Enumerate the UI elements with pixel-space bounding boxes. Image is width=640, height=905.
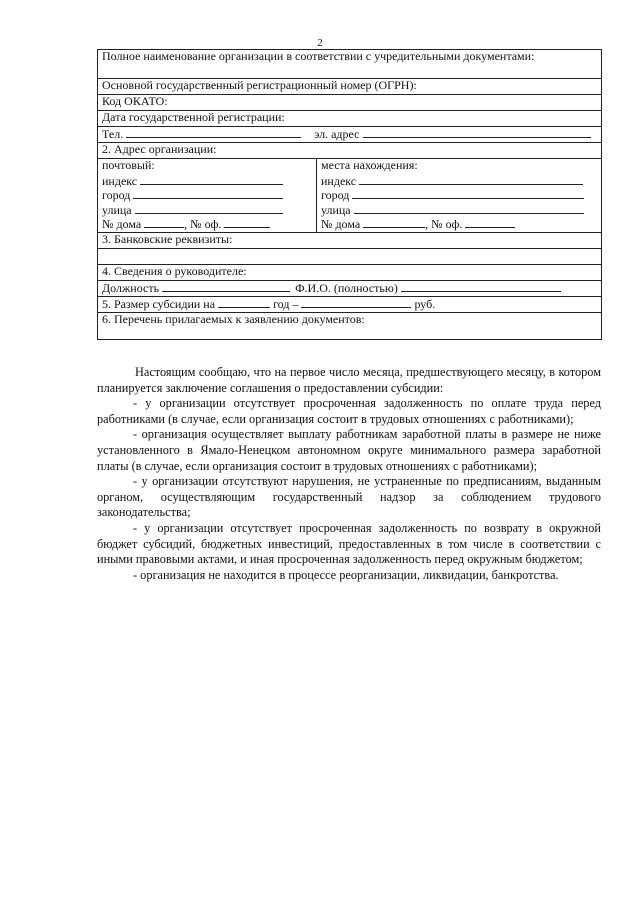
declaration-item-4: - у организации отсутствует просроченная задолженность по возврату в окружной бюджет субсидий, бюджетных инвестиций, предоставленных в том числе в соответствии с иными правовыми актами, и иная просроченная задолженность перед окружным бюджетом; [97,520,601,567]
reg-date-label: Дата государственной регистрации: [102,110,285,124]
location-address-cell [317,159,602,233]
position-label: Должность [102,280,160,295]
phone-label: Тел. [102,127,124,141]
location-index-label: индекс [321,173,357,188]
attachments-cell[interactable] [98,312,602,339]
declaration-item-3: - у организации отсутствуют нарушения, не устраненные по предписаниям, выданным органом, осуществляющим государственный надзор за соблюдением трудового законодательства; [97,474,601,520]
fio-blank[interactable] [401,281,561,292]
section6-title: 6. Перечень прилагаемых к заявлению документов: [102,311,365,326]
section3-title: 3. Банковские реквизиты: [102,231,233,246]
section2-title-cell [98,143,602,159]
okato-label: Код ОКАТО: [102,94,168,108]
postal-index-blank[interactable] [140,174,283,185]
declaration-item-5: - организация не находится в процессе реорганизации, ликвидации, банкротства. [133,567,559,582]
location-city-blank[interactable] [352,188,584,199]
email-label: эл. адрес [314,127,360,141]
postal-house-label: № дома [102,217,142,231]
okato-cell [98,95,602,111]
postal-street-label: улица [102,202,132,217]
declaration-item-2: - организация осуществляет выплату работникам заработной платы в размере не ниже установленного в Ямало-Ненецком автономном округе минимального размера заработной платы (в случае, если организация состоит в трудовых отношениях с работниками); [97,427,601,473]
section4-title: 4. Сведения о руководителе: [102,263,247,278]
head-details-cell [98,280,602,296]
reg-date-cell [98,111,602,127]
location-street-blank[interactable] [354,203,584,214]
postal-header: почтовый: [102,158,155,172]
postal-index-label: индекс [102,173,138,188]
subsidy-year-blank[interactable] [218,297,270,308]
location-house-blank[interactable] [363,217,425,228]
application-form-table [97,49,602,340]
postal-street-blank[interactable] [135,203,283,214]
section3-title-cell [98,232,602,248]
subsidy-amount-cell [98,296,602,312]
postal-city-blank[interactable] [133,188,283,199]
email-blank[interactable] [363,127,591,138]
subsidy-amount-blank[interactable] [301,297,411,308]
fio-label: Ф.И.О. (полностью) [295,280,398,295]
location-city-label: город [321,188,350,202]
postal-address-cell [98,159,317,233]
contacts-cell [98,127,602,143]
ogrn-label: Основной государственный регистрационный номер (ОГРН): [102,78,417,92]
location-office-blank[interactable] [465,217,515,228]
location-header: места нахождения: [321,158,418,172]
phone-blank[interactable] [126,127,301,138]
postal-house-blank[interactable] [144,217,184,228]
full-name-cell [98,50,602,79]
declaration-item-1: - у организации отсутствует просроченная задолженность по оплате труда перед работниками (в случае, если организация состоит в трудовых отношениях с работниками); [97,396,601,426]
location-street-label: улица [321,202,351,217]
subsidy-prefix: 5. Размер субсидии на [102,296,216,311]
location-office-label: , № оф. [425,217,463,231]
section2-title: 2. Адрес организации: [102,142,217,156]
bank-details-input-cell[interactable] [98,248,602,264]
section4-title-cell [98,264,602,280]
declaration-text [97,365,601,583]
postal-city-label: город [102,188,131,202]
location-index-blank[interactable] [359,174,583,185]
page-number: 2 [317,37,323,49]
postal-office-label: , № оф. [184,217,222,231]
postal-office-blank[interactable] [224,217,270,228]
position-blank[interactable] [162,281,290,292]
rub-label: руб. [414,296,436,311]
ogrn-cell [98,79,602,95]
location-house-label: № дома [321,217,361,231]
full-name-label: Полное наименование организации в соответствии с учредительными документами: [102,49,535,63]
declaration-intro: Настоящим сообщаю, что на первое число месяца, предшествующего месяцу, в котором планируется заключение соглашения о предоставлении субсидии: [97,365,601,395]
year-label: год – [273,296,299,311]
